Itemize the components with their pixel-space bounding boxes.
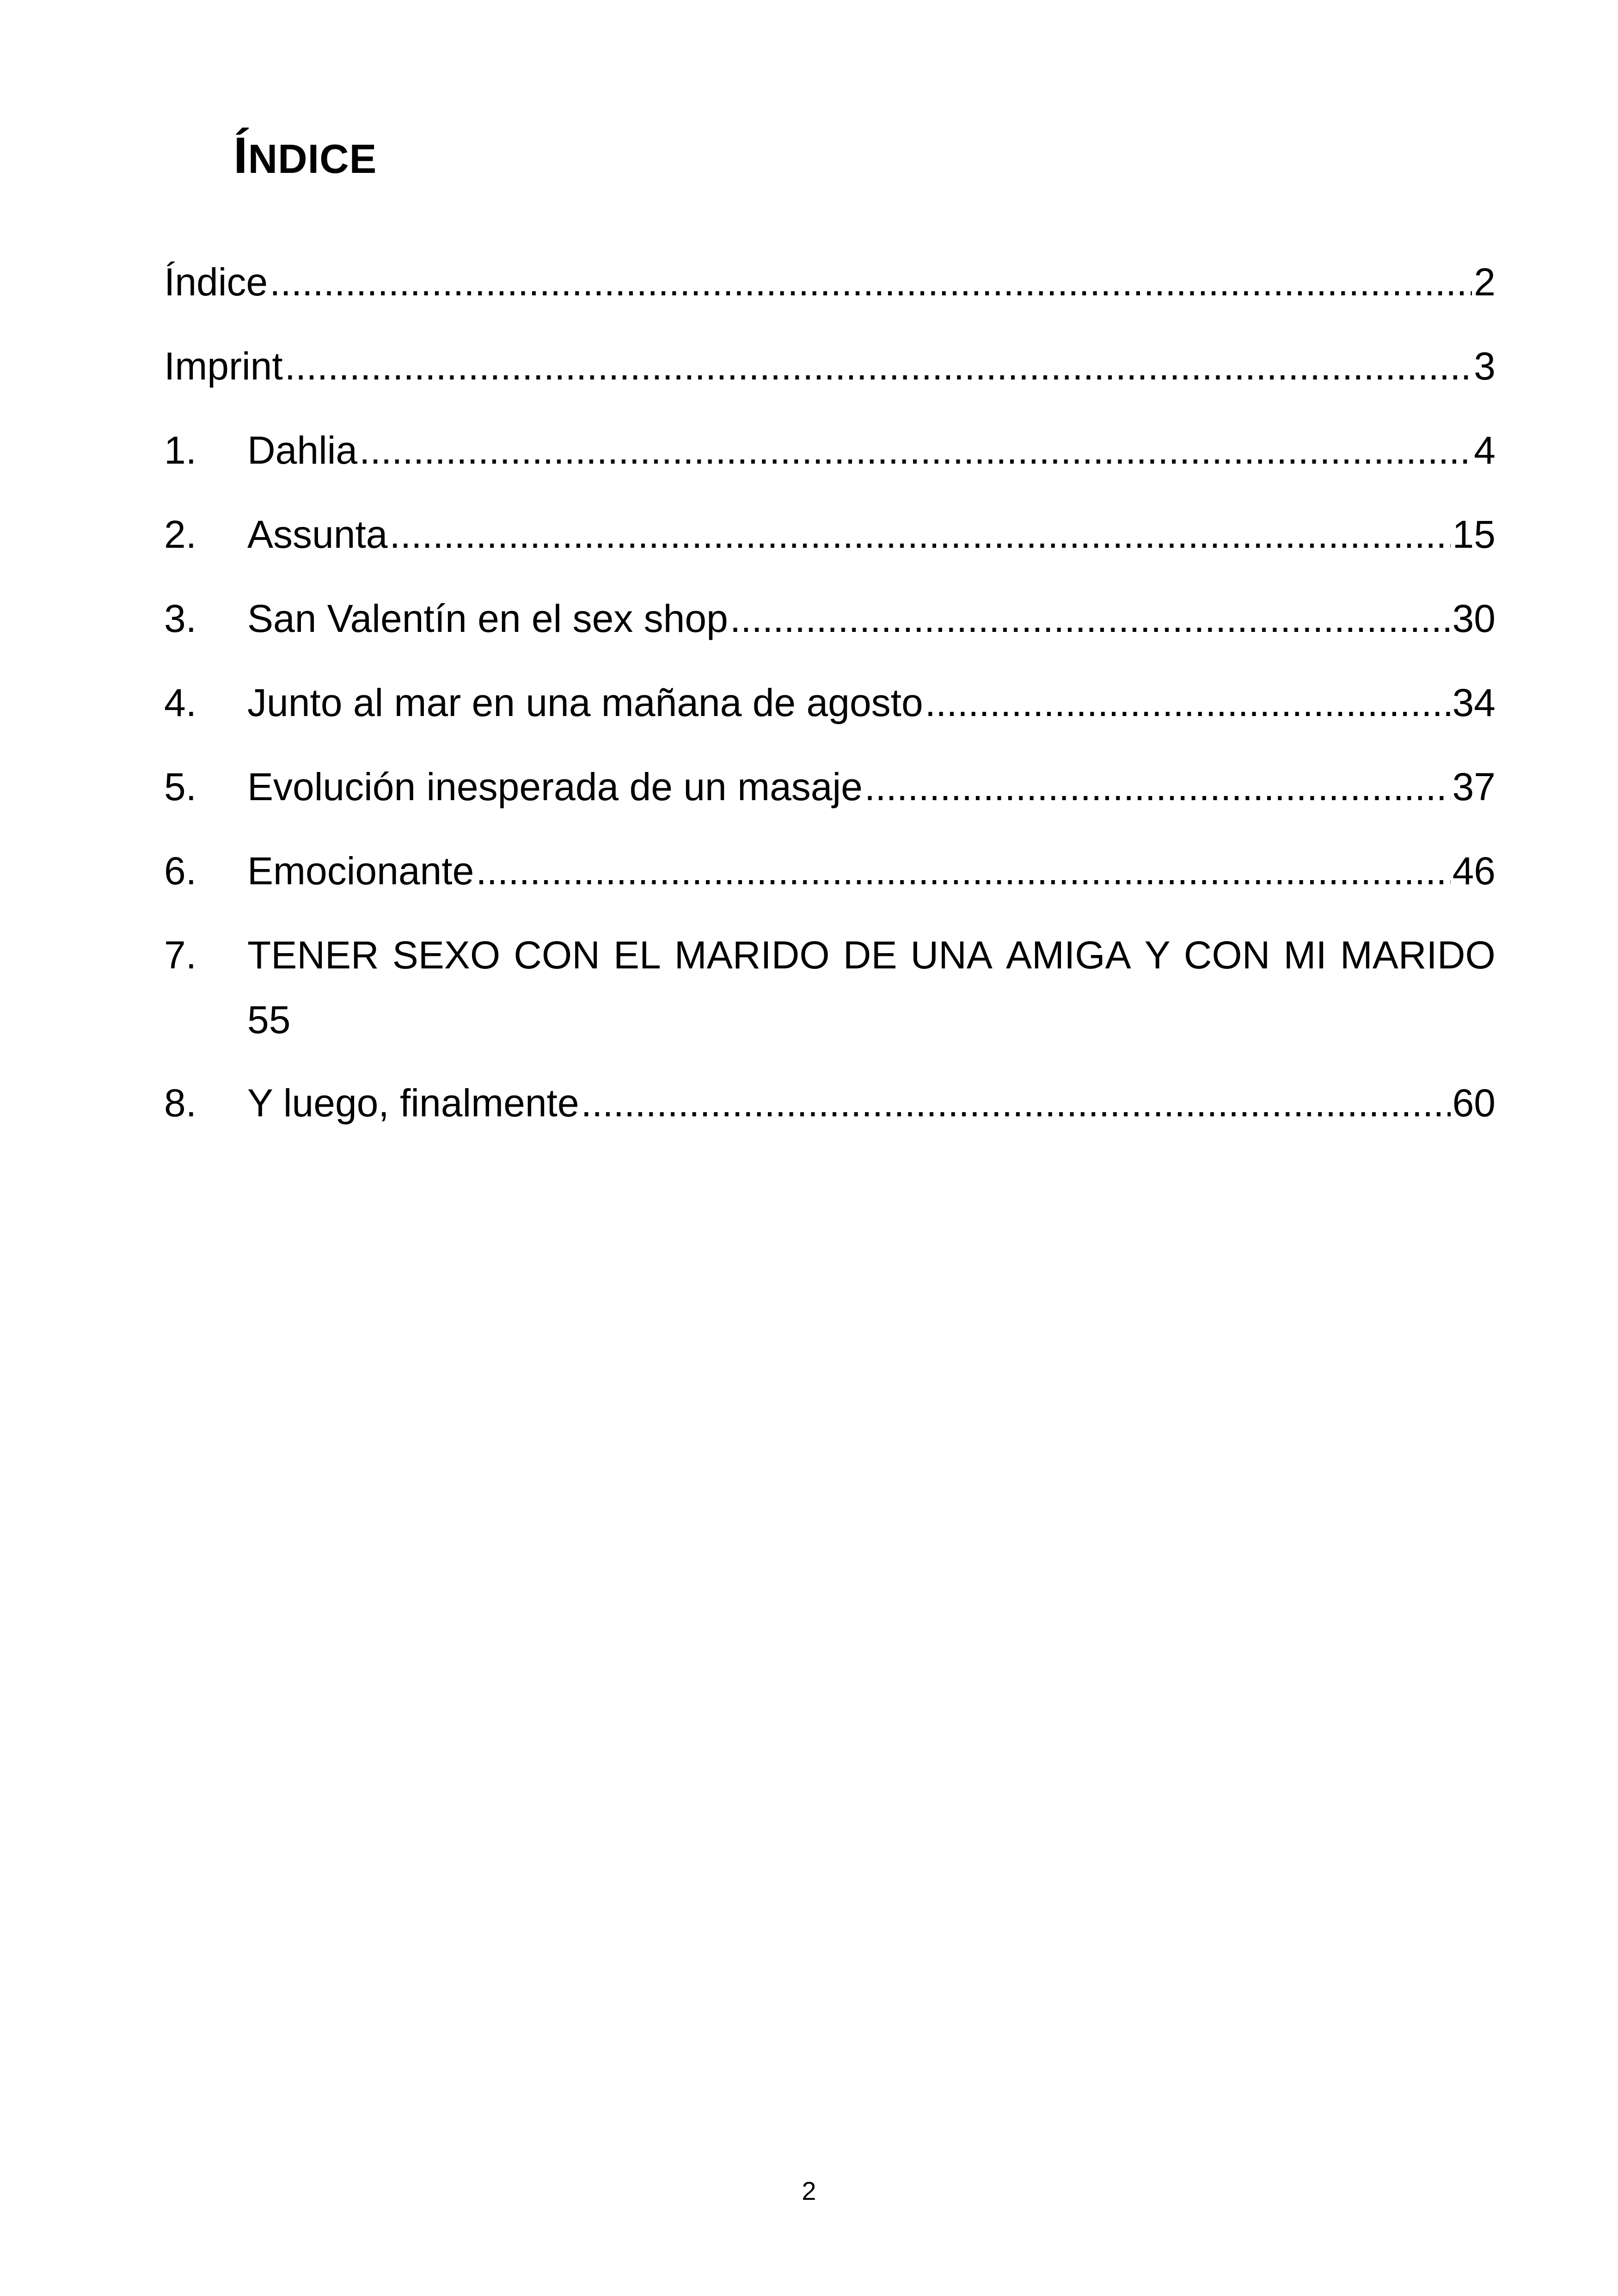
toc-entry-page: 4 <box>1474 429 1495 472</box>
toc-entry-page: 60 <box>1452 1081 1495 1125</box>
toc-dot-leader <box>864 754 1451 819</box>
toc-dot-leader <box>925 670 1451 735</box>
toc-entry-line <box>164 987 1495 1052</box>
toc-entry-page: 2 <box>1474 260 1495 304</box>
toc-entry-number: 5. <box>164 765 197 808</box>
toc-entry-title: Junto al mar en una mañana de agosto <box>247 681 923 724</box>
title-word: MARIDO <box>1340 933 1495 977</box>
toc-entry-page: 3 <box>1474 344 1495 388</box>
toc-entry-page: 34 <box>1452 681 1495 724</box>
page-title <box>233 121 377 194</box>
toc-entry-page: 37 <box>1452 765 1495 808</box>
toc-entry-imprint[interactable] <box>164 334 1495 418</box>
title-word: CON <box>514 933 600 977</box>
toc-entry-chapter-6[interactable] <box>164 839 1495 923</box>
toc-dot-leader <box>390 502 1451 567</box>
page-title-rest: NDICE <box>248 136 377 182</box>
toc-entry-number: 7. <box>164 933 197 977</box>
toc-entry-chapter-5[interactable] <box>164 754 1495 839</box>
toc-entry-page: 55 <box>247 998 291 1041</box>
toc-entry-page: 30 <box>1452 597 1495 640</box>
toc-entry-number: 1. <box>164 429 197 472</box>
title-word: CON <box>1183 933 1270 977</box>
toc-entry-number: 2. <box>164 513 197 556</box>
toc-entry-title: Índice <box>164 260 268 304</box>
toc-dot-leader <box>270 250 1472 314</box>
toc-dot-leader <box>285 334 1472 398</box>
toc-entry-line <box>164 923 1495 987</box>
page-number-footer: 2 <box>802 2176 816 2205</box>
toc-dot-leader <box>581 1071 1451 1135</box>
toc-entry-title <box>247 923 1495 987</box>
toc-entry-title: Assunta <box>247 513 388 556</box>
toc-dot-leader <box>359 418 1472 483</box>
toc-entry-number: 8. <box>164 1081 197 1125</box>
toc-entry-page: 15 <box>1452 513 1495 556</box>
toc-entry-title: San Valentín en el sex shop <box>247 597 728 640</box>
toc-entry-page: 46 <box>1452 849 1495 893</box>
title-word: UNA <box>910 933 993 977</box>
title-word: DE <box>843 933 897 977</box>
title-word: MI <box>1283 933 1327 977</box>
toc-entry-chapter-4[interactable] <box>164 670 1495 754</box>
title-word: TENER <box>247 933 379 977</box>
title-word: MARIDO <box>674 933 830 977</box>
toc-entry-title: Dahlia <box>247 429 358 472</box>
toc-entry-chapter-7[interactable] <box>164 923 1495 1071</box>
toc-entry-title: Imprint <box>164 344 283 388</box>
toc-entry-title: Evolución inesperada de un masaje <box>247 765 863 808</box>
title-word: Y <box>1144 933 1171 977</box>
page-title-initial: Í <box>233 127 248 184</box>
table-of-contents <box>164 250 1495 1155</box>
toc-dot-leader <box>476 839 1450 903</box>
toc-entry-chapter-2[interactable] <box>164 502 1495 586</box>
toc-dot-leader <box>730 586 1451 651</box>
title-word: SEXO <box>392 933 501 977</box>
toc-entry-chapter-3[interactable] <box>164 586 1495 670</box>
toc-entry-number: 3. <box>164 597 197 640</box>
toc-entry-indice[interactable] <box>164 250 1495 334</box>
toc-entry-title: Y luego, finalmente <box>247 1081 579 1125</box>
toc-entry-number: 4. <box>164 681 197 724</box>
title-word: EL <box>613 933 661 977</box>
title-word: AMIGA <box>1005 933 1131 977</box>
toc-entry-title: Emocionante <box>247 849 474 893</box>
toc-entry-chapter-8[interactable] <box>164 1071 1495 1155</box>
toc-entry-number: 6. <box>164 849 197 893</box>
toc-entry-chapter-1[interactable] <box>164 418 1495 502</box>
